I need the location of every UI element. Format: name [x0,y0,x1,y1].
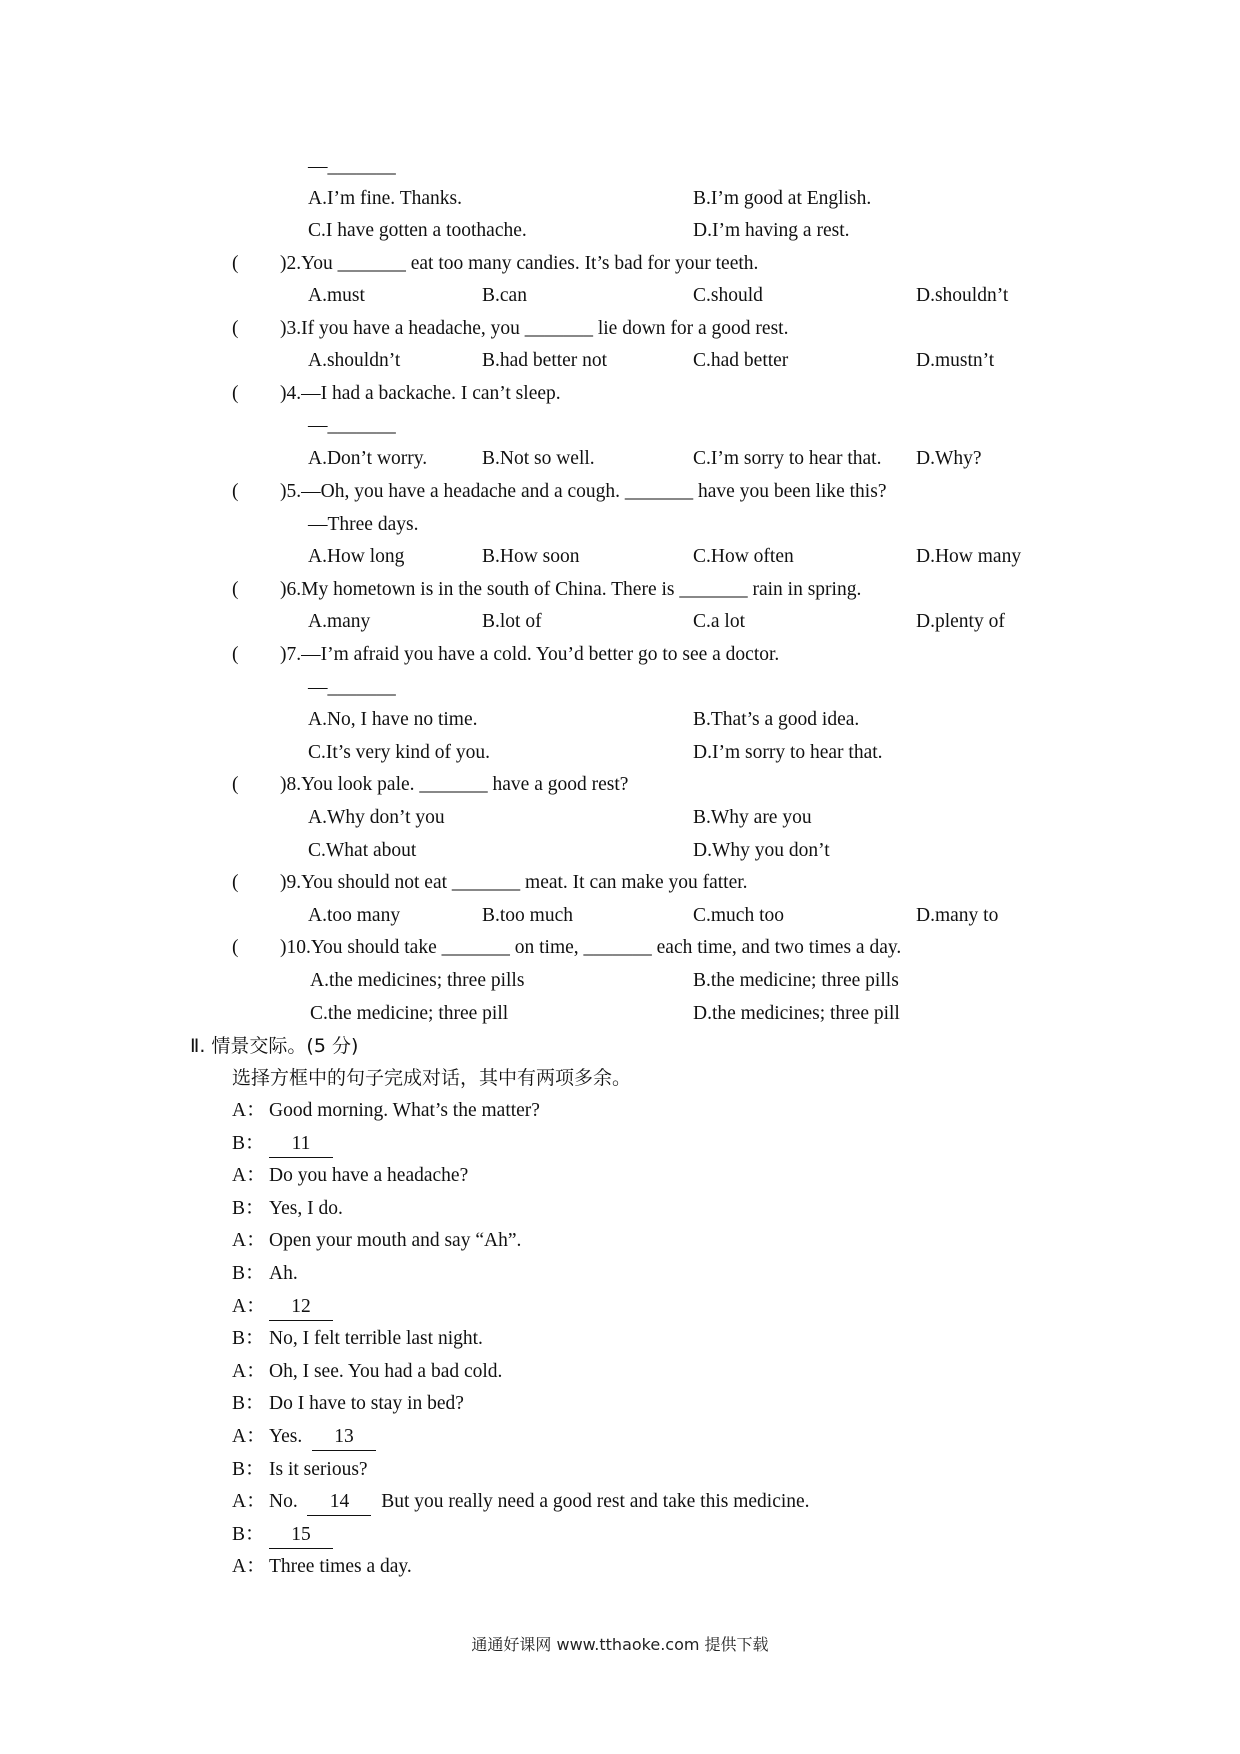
option-d: D.many to [916,905,999,926]
q1-answer-line [0,152,1240,182]
question-9 [0,868,1240,898]
utterance-text: Three times a day. [269,1556,412,1577]
utterance-text: Yes. [269,1426,303,1447]
dialogue-line [0,1129,1240,1159]
question-text: )4.—I had a backache. I can’t sleep. [280,383,561,404]
q5-reply [0,510,1240,540]
option-c: C.the medicine; three pill [310,1003,509,1024]
option-c: C.a lot [693,611,745,632]
q7-options-row-1 [0,705,1240,735]
option-a: A.many [308,611,371,632]
option-c: C.What about [308,840,417,861]
dialogue-line [0,1487,1240,1517]
fill-in-blank: 13 [312,1424,376,1451]
option-d: D.Why you don’t [693,840,830,861]
option-d: D.mustn’t [916,350,995,371]
dialogue-line [0,1259,1240,1289]
utterance-text: Good morning. What’s the matter? [269,1100,540,1121]
question-text: )2.You _______ eat too many candies. It’s bad for your teeth. [280,253,759,274]
utterance [269,1324,483,1354]
utterance [269,1226,521,1256]
dialogue-line [0,1161,1240,1191]
q10-options-row-1 [0,966,1240,996]
answer-paren: ( [232,937,239,958]
q5-options [0,542,1240,572]
speaker-label: B： [232,1133,265,1154]
option-a: A.How long [308,546,405,567]
section-heading: Ⅱ. 情景交际。(5 分) [190,1035,359,1057]
utterance-text: Is it serious? [269,1459,368,1480]
q3-options [0,346,1240,376]
answer-blank: —_______ [308,156,396,177]
option-a: A.Why don’t you [308,807,445,828]
question-2 [0,249,1240,279]
option-b: B.That’s a good idea. [693,709,860,730]
answer-paren: ( [232,644,239,665]
speaker-label: A： [232,1165,266,1186]
option-a: A.I’m fine. Thanks. [308,188,462,209]
speaker-label: B： [232,1263,265,1284]
question-6 [0,575,1240,605]
dialogue-line [0,1455,1240,1485]
option-c: C.How often [693,546,794,567]
option-d: D.I’m having a rest. [693,220,850,241]
option-a: A.must [308,285,365,306]
utterance [269,1520,333,1550]
answer-paren: ( [232,481,239,502]
speaker-label: B： [232,1328,265,1349]
utterance [269,1194,343,1224]
question-4 [0,379,1240,409]
option-a: A.shouldn’t [308,350,401,371]
q9-options [0,901,1240,931]
utterance-text: Open your mouth and say “Ah”. [269,1230,522,1251]
speaker-label: B： [232,1198,265,1219]
utterance-text: Oh, I see. You had a bad cold. [269,1361,503,1382]
utterance [269,1292,333,1322]
option-b: B.lot of [482,611,542,632]
utterance [269,1552,412,1582]
dialogue-line [0,1096,1240,1126]
dialogue-line [0,1389,1240,1419]
speaker-label: A： [232,1426,266,1447]
question-text: )7.—I’m afraid you have a cold. You’d better go to see a doctor. [280,644,780,665]
answer-blank: —_______ [308,677,396,698]
utterance [269,1129,333,1159]
dialogue-line [0,1226,1240,1256]
option-b: B.had better not [482,350,608,371]
answer-paren: ( [232,872,239,893]
option-b: B.I’m good at English. [693,188,872,209]
dialogue-line [0,1324,1240,1354]
option-c: C.much too [693,905,784,926]
answer-paren: ( [232,318,239,339]
utterance-text: Do you have a headache? [269,1165,469,1186]
speaker-label: A： [232,1230,266,1251]
q1-options-row-2 [0,216,1240,246]
fill-in-blank: 11 [269,1131,333,1158]
option-b: B.can [482,285,527,306]
utterance-text: No. [269,1491,298,1512]
answer-paren: ( [232,774,239,795]
utterance-text: But you really need a good rest and take this medicine. [381,1491,810,1512]
option-a: A.No, I have no time. [308,709,478,730]
q6-options [0,607,1240,637]
option-c: C.It’s very kind of you. [308,742,490,763]
option-d: D.How many [916,546,1022,567]
option-c: C.had better [693,350,789,371]
option-a: A.the medicines; three pills [310,970,525,991]
answer-blank: —_______ [308,415,396,436]
q4-answer-line [0,411,1240,441]
fill-in-blank: 12 [269,1294,333,1321]
question-text: )6.My hometown is in the south of China. There is _______ rain in spring. [280,579,862,600]
option-b: B.too much [482,905,573,926]
q7-options-row-2 [0,738,1240,768]
answer-paren: ( [232,253,239,274]
speaker-label: A： [232,1361,266,1382]
speaker-label: A： [232,1296,266,1317]
dialogue-line [0,1292,1240,1322]
option-d: D.I’m sorry to hear that. [693,742,883,763]
reply-text: —Three days. [308,514,419,535]
option-d: D.plenty of [916,611,1005,632]
dialogue-line [0,1552,1240,1582]
question-text: )10.You should take _______ on time, _______ each time, and two times a day. [280,937,902,958]
answer-paren: ( [232,383,239,404]
dialogue-line [0,1194,1240,1224]
q4-options [0,444,1240,474]
question-7 [0,640,1240,670]
fill-in-blank: 14 [307,1489,371,1516]
option-b: B.Why are you [693,807,812,828]
q1-options-row-1 [0,184,1240,214]
question-3 [0,314,1240,344]
dialogue-line [0,1357,1240,1387]
speaker-label: A： [232,1100,266,1121]
utterance-text: Yes, I do. [269,1198,343,1219]
q8-options-row-1 [0,803,1240,833]
utterance [269,1096,540,1126]
q8-options-row-2 [0,836,1240,866]
question-text: )5.—Oh, you have a headache and a cough. _______ have you been like this? [280,481,887,502]
option-b: B.Not so well. [482,448,595,469]
answer-paren: ( [232,579,239,600]
utterance [269,1161,468,1191]
option-c: C.I have gotten a toothache. [308,220,527,241]
utterance [269,1357,502,1387]
option-c: C.should [693,285,763,306]
dialogue-line [0,1520,1240,1550]
option-d: D.Why? [916,448,982,469]
utterance [269,1259,298,1289]
utterance-text: No, I felt terrible last night. [269,1328,483,1349]
utterance [269,1487,810,1517]
section-2-instruction-row [0,1063,1240,1093]
q7-answer-line [0,673,1240,703]
utterance-text: Ah. [269,1263,298,1284]
utterance [269,1389,464,1419]
speaker-label: A： [232,1491,266,1512]
section-2-heading-row [0,1031,1240,1061]
page-footer: 通通好课网 www.tthaoke.com 提供下载 [471,1635,769,1654]
question-text: )8.You look pale. _______ have a good rest? [280,774,629,795]
option-d: D.the medicines; three pill [693,1003,900,1024]
question-text: )3.If you have a headache, you _______ lie down for a good rest. [280,318,789,339]
fill-in-blank: 15 [269,1522,333,1549]
speaker-label: B： [232,1524,265,1545]
q2-options [0,281,1240,311]
dialogue-line [0,1422,1240,1452]
option-b: B.the medicine; three pills [693,970,899,991]
utterance [269,1422,376,1452]
utterance-text: Do I have to stay in bed? [269,1393,464,1414]
q10-options-row-2 [0,999,1240,1029]
speaker-label: A： [232,1556,266,1577]
speaker-label: B： [232,1393,265,1414]
section-instruction: 选择方框中的句子完成对话，其中有两项多余。 [232,1067,632,1089]
question-8 [0,770,1240,800]
option-a: A.too many [308,905,401,926]
utterance [269,1455,368,1485]
question-10 [0,933,1240,963]
speaker-label: B： [232,1459,265,1480]
option-b: B.How soon [482,546,580,567]
option-d: D.shouldn’t [916,285,1009,306]
question-text: )9.You should not eat _______ meat. It can make you fatter. [280,872,748,893]
option-c: C.I’m sorry to hear that. [693,448,882,469]
question-5 [0,477,1240,507]
option-a: A.Don’t worry. [308,448,428,469]
